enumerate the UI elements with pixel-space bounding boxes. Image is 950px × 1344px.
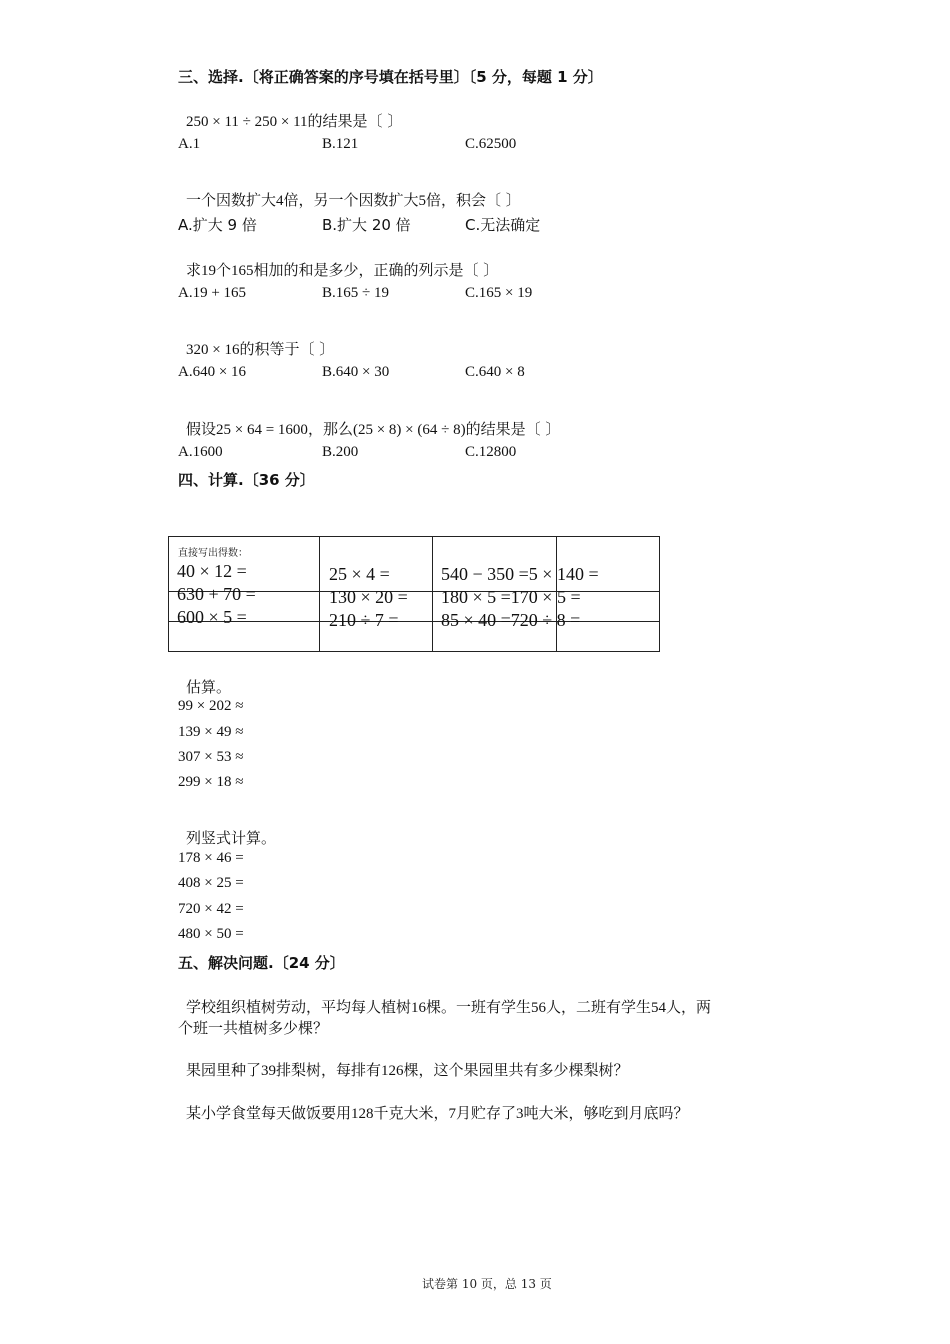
question-5-option-b[interactable]: B.200 — [322, 444, 359, 460]
question-1-option-b[interactable]: B.121 — [322, 136, 359, 152]
question-3-text-a: 求 — [186, 261, 202, 279]
problem-1-text-c: 人，二班有学生 — [546, 998, 652, 1016]
problem-3-number-3: 3 — [516, 1106, 524, 1122]
question-3-text-c: 相加的和是多少，正确的列示是〔 〕 — [253, 261, 499, 279]
vertical-calc-title: 列竖式计算。 — [186, 829, 277, 847]
problem-2-text-b: 排梨树，每排有 — [276, 1061, 382, 1079]
question-5-text-c: 的结果是〔 〕 — [465, 420, 561, 438]
question-5-text-b: ，那么 — [307, 420, 353, 438]
problem-2-number-1: 39 — [261, 1063, 277, 1079]
table-cell-c3-r3: 85 × 40 =720 ÷ 8 = — [441, 610, 581, 630]
question-3 — [186, 259, 498, 280]
estimate-item-4: 299 × 18 ≈ — [178, 774, 244, 790]
problem-1-text-d: 人，两 — [666, 998, 712, 1016]
problem-1-number-2: 56 — [531, 1000, 547, 1016]
question-2-option-a[interactable]: A.扩大 9 倍 — [178, 216, 257, 234]
table-cell-c2-r1: 25 × 4 = — [329, 564, 390, 584]
problem-1-number-1: 16 — [411, 1000, 427, 1016]
question-4-expression: 320 × 16 — [186, 342, 240, 358]
table-vline-1 — [319, 536, 320, 651]
section-5-heading: 五、解决问题.〔24 分〕 — [178, 954, 345, 972]
question-2-option-c[interactable]: C.无法确定 — [465, 216, 541, 234]
question-1-option-a[interactable]: A.1 — [178, 136, 201, 152]
question-2-text-a: 一个因数扩大 — [186, 191, 277, 209]
vertical-calc-item-1: 178 × 46 = — [178, 850, 244, 866]
question-1-expression: 250 × 11 ÷ 250 × 11 — [186, 114, 308, 130]
question-5-expression-2: (25 × 8) × (64 ÷ 8) — [352, 422, 466, 438]
question-1-option-c[interactable]: C.62500 — [465, 136, 517, 152]
page-footer: 试卷第 10 页，总 13 页 — [422, 1277, 552, 1291]
problem-1-text-b: 棵。一班有学生 — [426, 998, 532, 1016]
table-cell-c2-r2: 130 × 20 = — [329, 587, 408, 607]
problem-1-number-3: 54 — [651, 1000, 667, 1016]
problem-1-line-1 — [186, 996, 711, 1017]
question-5-expression-1: 25 × 64 = 1600 — [216, 422, 308, 438]
estimate-item-2: 139 × 49 ≈ — [178, 724, 244, 740]
question-1 — [186, 110, 402, 131]
problem-1-line-2: 个班一共植树多少棵？ — [178, 1019, 329, 1037]
question-5-text-a: 假设 — [186, 420, 217, 438]
table-cell-c1-r2: 630 + 70 = — [177, 584, 256, 604]
table-cell-c2-r3: 210 ÷ 7 = — [329, 610, 399, 630]
question-4-option-a[interactable]: A.640 × 16 — [178, 364, 247, 380]
question-3-text-b: 个 — [216, 261, 232, 279]
problem-3-text-c: 月贮存了 — [456, 1104, 517, 1122]
table-cell-c1-r3: 600 × 5 = — [177, 607, 247, 627]
question-4-option-b[interactable]: B.640 × 30 — [322, 364, 390, 380]
problem-3 — [186, 1102, 689, 1123]
section-4-heading: 四、计算.〔36 分〕 — [178, 471, 315, 489]
problem-3-number-2: 7 — [448, 1106, 457, 1122]
vertical-calc-item-2: 408 × 25 = — [178, 875, 244, 891]
question-5 — [186, 418, 560, 439]
question-3-number-2: 165 — [231, 263, 254, 279]
question-4 — [186, 338, 334, 359]
problem-2 — [186, 1059, 629, 1080]
vertical-calc-item-4: 480 × 50 = — [178, 926, 244, 942]
question-2-number-1: 4 — [276, 193, 284, 209]
question-4-option-c[interactable]: C.640 × 8 — [465, 364, 525, 380]
problem-2-text-c: 棵，这个果园里共有多少棵梨树？ — [403, 1061, 629, 1079]
table-cell-c1-r1: 40 × 12 = — [177, 561, 247, 581]
problem-3-number-1: 128 — [351, 1106, 374, 1122]
problem-3-text-d: 吨大米，够吃到月底吗？ — [523, 1104, 689, 1122]
question-2-number-2: 5 — [418, 193, 427, 209]
table-vline-2 — [432, 536, 433, 651]
table-label: 直接写出得数： — [178, 548, 248, 559]
table-cell-c3-r2: 180 × 5 =170 × 5 = — [441, 587, 581, 607]
question-2 — [186, 189, 521, 210]
question-3-number-1: 19 — [201, 263, 217, 279]
question-5-option-c[interactable]: C.12800 — [465, 444, 517, 460]
problem-2-number-2: 126 — [381, 1063, 404, 1079]
section-3-heading: 三、选择.〔将正确答案的序号填在括号里〕〔5 分，每题 1 分〕 — [178, 68, 603, 86]
problem-3-text-b: 千克大米， — [373, 1104, 449, 1122]
vertical-calc-item-3: 720 × 42 = — [178, 901, 244, 917]
estimate-item-3: 307 × 53 ≈ — [178, 749, 244, 765]
question-3-option-a[interactable]: A.19 + 165 — [178, 285, 247, 301]
problem-1-text-a: 学校组织植树劳动，平均每人植树 — [186, 998, 412, 1016]
estimate-title: 估算。 — [186, 678, 232, 696]
question-5-option-a[interactable]: A.1600 — [178, 444, 223, 460]
problem-3-text-a: 某小学食堂每天做饭要用 — [186, 1104, 352, 1122]
question-2-text-b: 倍，另一个因数扩大 — [283, 191, 419, 209]
question-2-text-c: 倍，积会〔 〕 — [426, 191, 521, 209]
table-cell-c3-r1: 540 − 350 =5 × 140 = — [441, 564, 599, 584]
question-4-text: 的积等于〔 〕 — [239, 340, 335, 358]
question-1-text: 的结果是〔 〕 — [307, 112, 403, 130]
problem-2-text-a: 果园里种了 — [186, 1061, 262, 1079]
question-3-option-b[interactable]: B.165 ÷ 19 — [322, 285, 389, 301]
question-2-option-b[interactable]: B.扩大 20 倍 — [322, 216, 411, 234]
estimate-item-1: 99 × 202 ≈ — [178, 698, 244, 714]
question-3-option-c[interactable]: C.165 × 19 — [465, 285, 533, 301]
